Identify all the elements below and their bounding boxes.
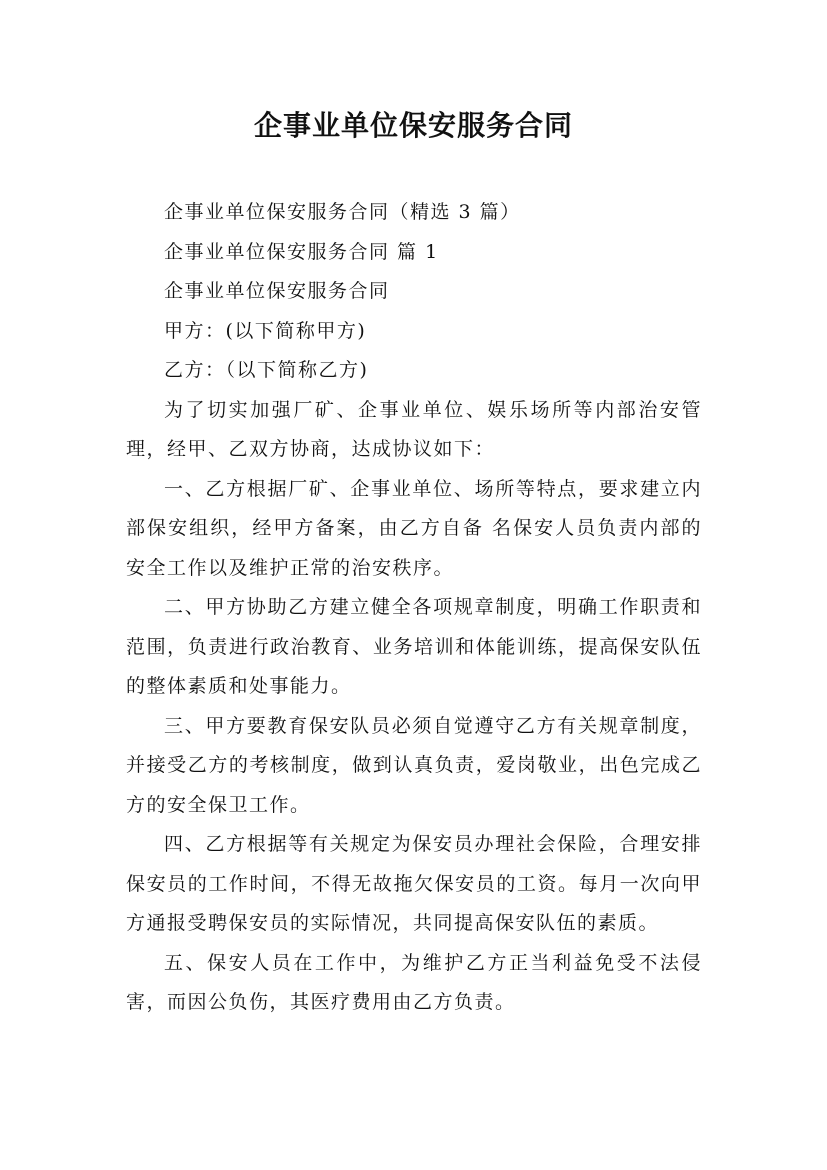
paragraph-collection-title: 企事业单位保安服务合同（精选 3 篇） xyxy=(164,201,521,223)
paragraph-section-heading: 企事业单位保安服务合同 篇 1 xyxy=(164,240,439,263)
paragraph-clause-4: 四、乙方根据等有关规定为保安员办理社会保险，合理安排保安员的工作时间，不得无故拖欠保安员的工资。每月一次向甲方通报受聘保安员的实际情况，共同提高保安队伍的素质。 xyxy=(126,833,702,934)
document-body xyxy=(126,193,702,1023)
paragraph-party-b: 乙方：（以下简称乙方) xyxy=(164,359,369,381)
paragraph-preamble: 为了切实加强厂矿、企事业单位、娱乐场所等内部治安管理，经甲、乙双方协商，达成协议如下： xyxy=(126,398,702,460)
paragraph-clause-1: 一、乙方根据厂矿、企事业单位、场所等特点，要求建立内部保安组织，经甲方备案，由乙方自备 名保安人员负责内部的安全工作以及维护正常的治安秩序。 xyxy=(126,477,702,579)
paragraph-contract-name: 企事业单位保安服务合同 xyxy=(164,280,390,302)
document-title: 企事业单位保安服务合同 xyxy=(253,109,573,142)
paragraph-clause-5: 五、保安人员在工作中，为维护乙方正当利益免受不法侵害，而因公负伤，其医疗费用由乙方负责。 xyxy=(126,951,702,1013)
paragraph-clause-2: 二、甲方协助乙方建立健全各项规章制度，明确工作职责和范围，负责进行政治教育、业务培训和体能训练，提高保安队伍的整体素质和处事能力。 xyxy=(126,596,702,697)
paragraph-party-a: 甲方：(以下简称甲方) xyxy=(164,319,367,342)
paragraph-clause-3: 三、甲方要教育保安队员必须自觉遵守乙方有关规章制度，并接受乙方的考核制度，做到认真负责，爱岗敬业，出色完成乙方的安全保卫工作。 xyxy=(126,714,702,816)
